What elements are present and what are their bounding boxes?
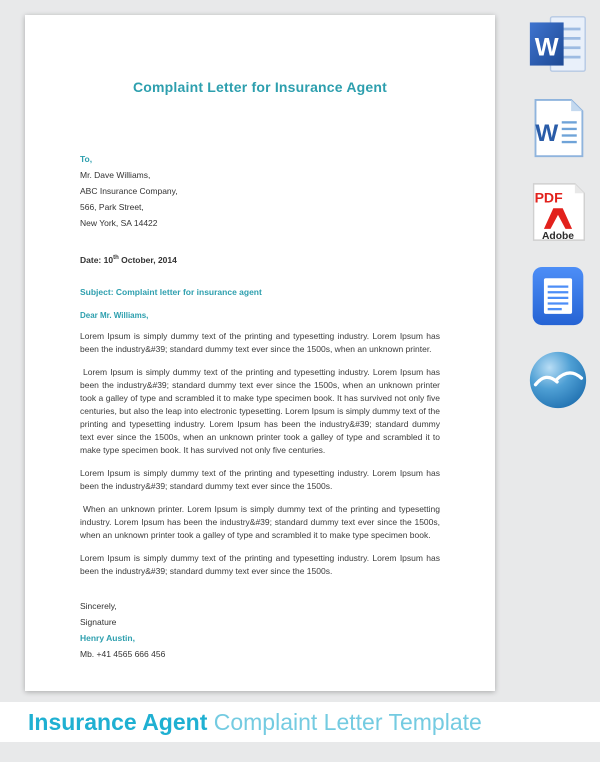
recipient-street: 566, Park Street,	[80, 202, 144, 212]
date-prefix: Date: 10	[80, 255, 114, 265]
svg-text:W: W	[535, 120, 559, 148]
letter-title: Complaint Letter for Insurance Agent	[132, 79, 388, 95]
word-file-icon[interactable]	[528, 13, 588, 75]
letter-paragraph: Lorem Ipsum is simply dummy text of the printing and typesetting industry. Lorem Ipsum has been the industry&#39; standard dummy text ever since the 1500s, when an unknown printer.	[80, 331, 440, 354]
svg-text:W: W	[534, 33, 559, 62]
google-docs-icon[interactable]	[528, 265, 588, 327]
format-sidebar	[525, 13, 591, 411]
pdf-file-icon[interactable]	[528, 181, 588, 243]
openoffice-icon[interactable]	[528, 349, 588, 411]
closing-block	[80, 598, 440, 662]
signer-phone: Mb. +41 4565 666 456	[80, 649, 166, 659]
recipient-name: Mr. Dave Williams,	[80, 170, 151, 180]
closing: Sincerely,	[80, 601, 117, 611]
word-document-icon[interactable]	[528, 97, 588, 159]
to-label: To,	[80, 154, 93, 164]
svg-text:PDF: PDF	[534, 189, 563, 206]
subject-line: Subject: Complaint letter for insurance agent	[80, 287, 262, 297]
letter-paragraph: When an unknown printer. Lorem Ipsum is simply dummy text of the printing and typesetting industry. Lorem Ipsum has been the industry&#39; standard dummy text ever since the 1500s, when an unknown printer took a galley of type and scrambled it to make type specimen book.	[80, 504, 440, 540]
footer-title-bold: Insurance Agent	[28, 708, 208, 735]
signer-name: Henry Austin,	[80, 633, 135, 643]
date-suffix: October, 2014	[118, 255, 177, 265]
signature-label: Signature	[80, 617, 117, 627]
recipient-address-block	[80, 151, 440, 231]
svg-text:Adobe: Adobe	[541, 231, 575, 243]
date-ordinal: th	[113, 255, 119, 262]
recipient-city: New York, SA 14422	[80, 218, 158, 228]
bottom-title-bar	[0, 702, 600, 742]
letter-document	[25, 15, 495, 691]
recipient-company: ABC Insurance Company,	[80, 186, 178, 196]
letter-paragraph: Lorem Ipsum is simply dummy text of the printing and typesetting industry. Lorem Ipsum has been the industry&#39; standard dummy text ever since the 1500s.	[80, 553, 440, 576]
letter-paragraph: Lorem Ipsum is simply dummy text of the printing and typesetting industry. Lorem Ipsum has been the industry&#39; standard dummy text ever since the 1500s, when an unknown printer took a galley of type and scrambled it to make type specimen book. It has survived not only five centuries, but also the leap into electronic typesetting. Lorem Ipsum is simply dummy text of the printing and typesetting industry. Lorem Ipsum has been the industry&#39; standard dummy text ever since the 1500s, when an unknown printer took a galley of type and scrambled it to make type specimen book. It has survived not only five centuries.	[80, 367, 440, 455]
footer-title-rest: Complaint Letter Template	[207, 708, 482, 735]
salutation: Dear Mr. Williams,	[80, 311, 149, 320]
date-line	[80, 255, 440, 265]
letter-paragraph: Lorem Ipsum is simply dummy text of the printing and typesetting industry. Lorem Ipsum has been the industry&#39; standard dummy text ever since the 1500s.	[80, 468, 440, 491]
